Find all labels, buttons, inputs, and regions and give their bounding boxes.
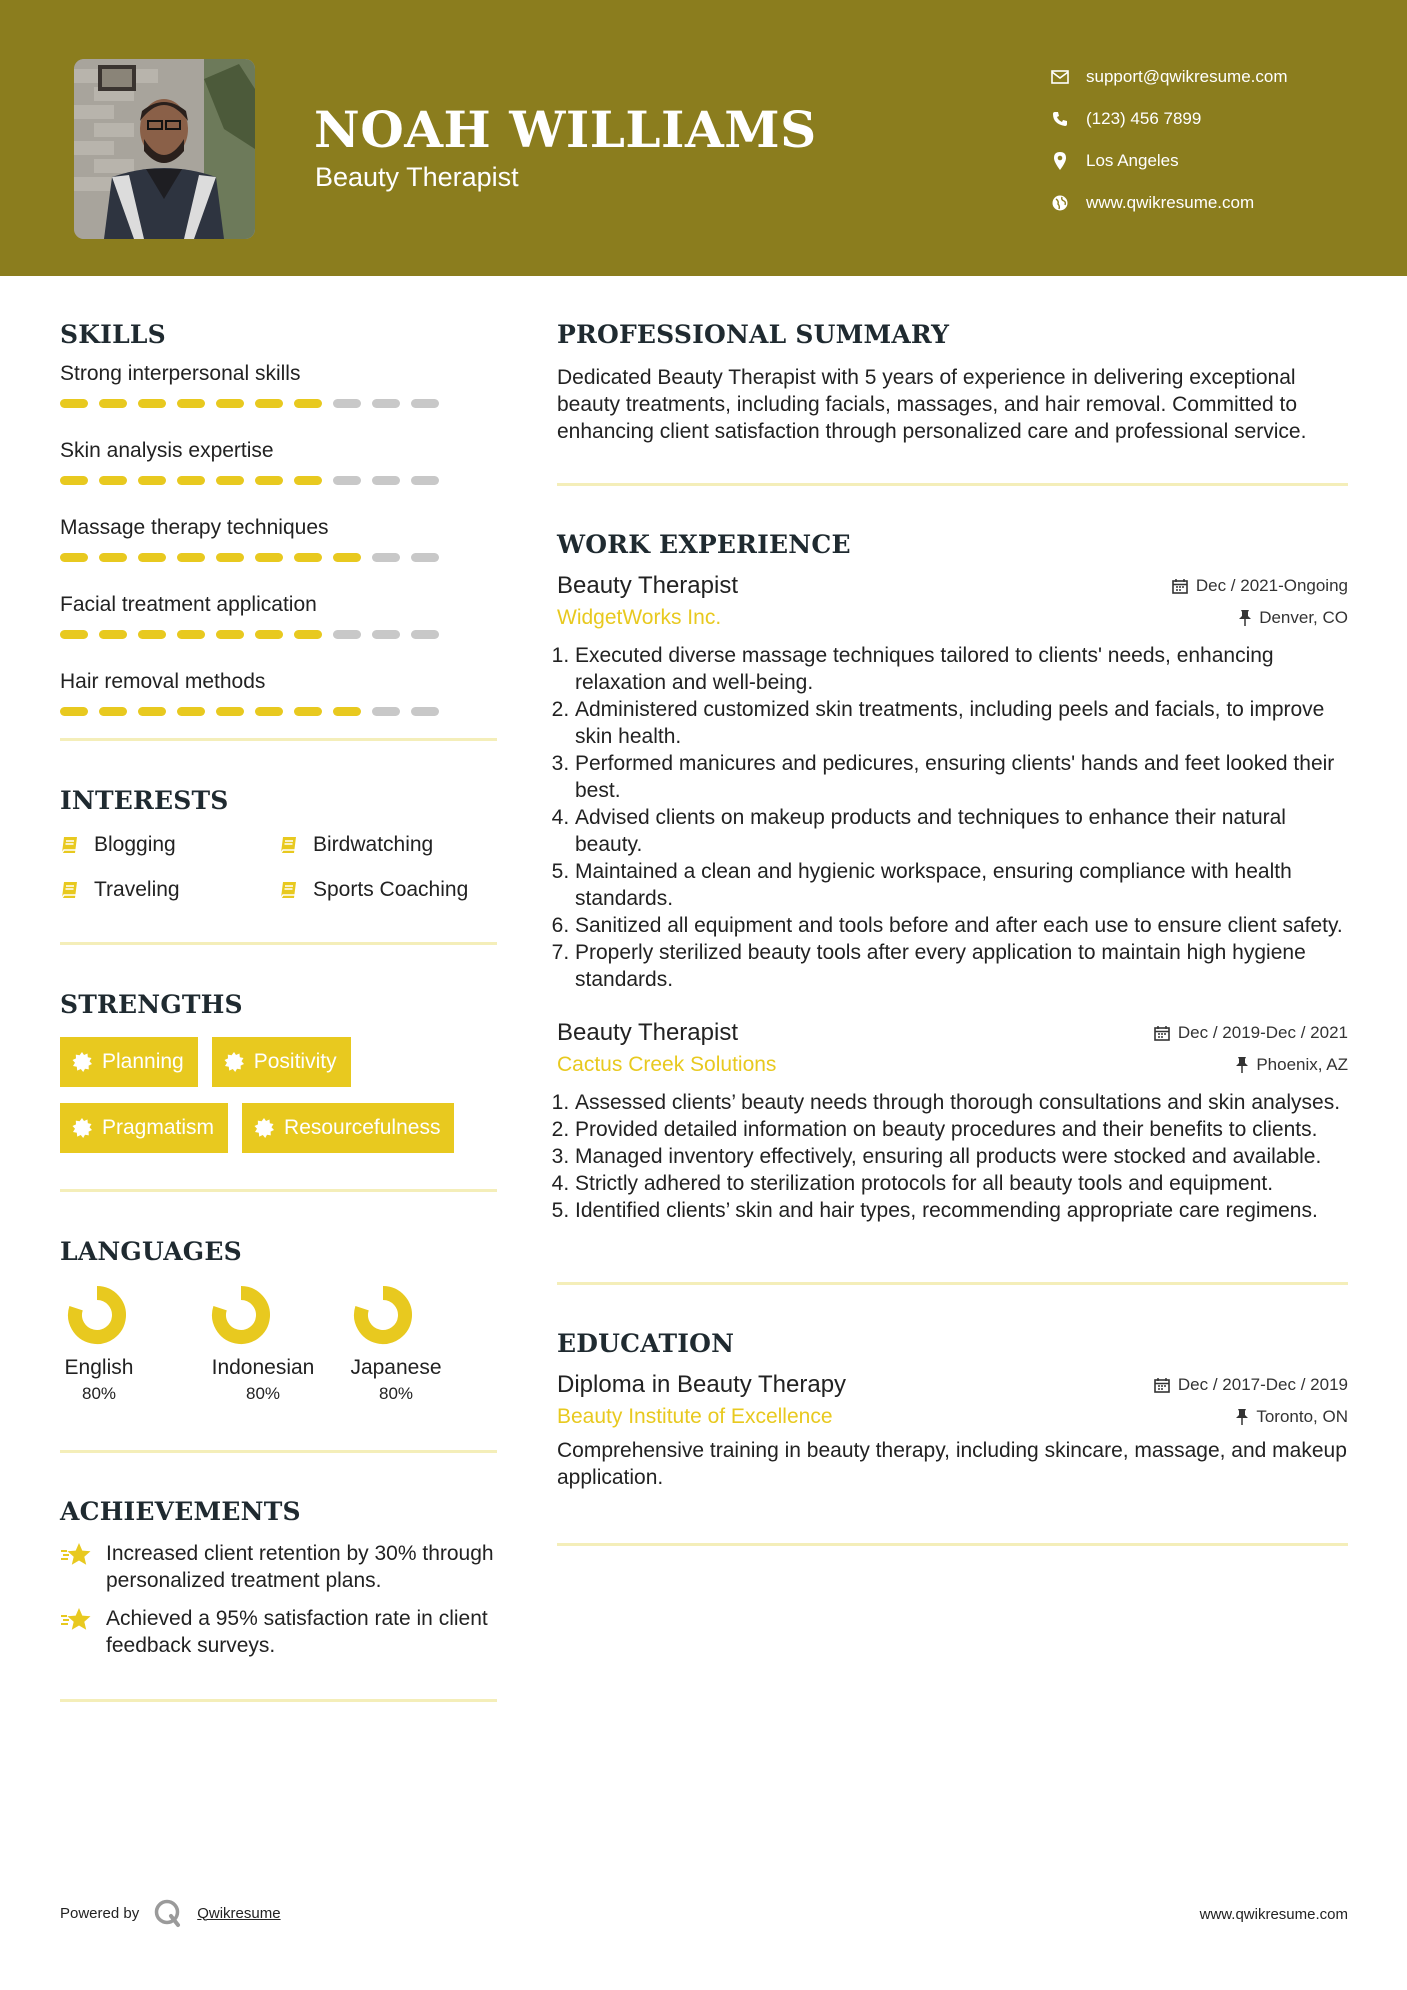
skill-dot-filled	[333, 707, 361, 716]
language-name: Japanese	[350, 1356, 442, 1379]
globe-icon	[1050, 193, 1070, 213]
skill-dot-filled	[294, 630, 322, 639]
skill-dot-filled	[333, 553, 361, 562]
language-percent: 80%	[378, 1384, 414, 1403]
skill-dot-filled	[60, 476, 88, 485]
strength-label: Planning	[102, 1050, 184, 1073]
skill-dot-filled	[138, 707, 166, 716]
skill-dot-filled	[177, 399, 205, 408]
contact-phone-text: (123) 456 7899	[1086, 109, 1202, 128]
pushpin-icon	[1239, 610, 1251, 626]
badge-icon	[72, 1118, 92, 1138]
duty-item: 3. Performed manicures and pedicures, ensuring clients' hands and feet looked their best.	[575, 750, 1348, 804]
achievement-item	[60, 1605, 497, 1659]
interest-label: Blogging	[94, 833, 176, 856]
contact-email-text: support@qwikresume.com	[1086, 67, 1288, 86]
duty-item: 6. Sanitized all equipment and tools before and after each use to ensure client safety.	[575, 912, 1348, 939]
contact-website[interactable]	[1050, 182, 1288, 224]
achievement-item	[60, 1540, 497, 1594]
job-duties	[557, 642, 1348, 993]
skill-dot-empty	[333, 476, 361, 485]
skill-dot-filled	[60, 630, 88, 639]
strength-tag	[60, 1103, 228, 1153]
education-date	[1154, 1375, 1348, 1395]
skill-dot-filled	[99, 399, 127, 408]
job-date-text: Dec / 2021-Ongoing	[1195, 576, 1348, 595]
interest-item	[60, 876, 279, 904]
badge-icon	[254, 1118, 274, 1138]
contact-website-text: www.qwikresume.com	[1086, 193, 1255, 212]
contact-email[interactable]	[1050, 56, 1288, 98]
skill-dot-filled	[216, 707, 244, 716]
interest-item	[279, 831, 479, 859]
education-location-text: Toronto, ON	[1256, 1407, 1348, 1426]
skill-dot-filled	[60, 399, 88, 408]
skills-list	[60, 359, 497, 716]
badge-icon	[224, 1052, 244, 1072]
summary-text: Dedicated Beauty Therapist with 5 years of experience in delivering exceptional beauty treatments, including facials, massages, and hair removal. Committed to enhancing client satisfaction through personalized care and professional service.	[557, 366, 1307, 443]
job-location-text: Denver, CO	[1259, 608, 1348, 627]
skill-dot-empty	[411, 630, 439, 639]
badge-icon	[72, 1052, 92, 1072]
strength-tag	[60, 1037, 198, 1087]
qwikresume-logo-icon	[153, 1898, 183, 1928]
language-percent: 80%	[81, 1384, 117, 1403]
skill-dot-empty	[372, 553, 400, 562]
skill-level-meter	[60, 476, 497, 485]
language-progress-ring	[352, 1284, 414, 1346]
job-company: Cactus Creek Solutions	[557, 1053, 777, 1076]
skill-dot-filled	[255, 707, 283, 716]
duty-item: 5. Maintained a clean and hygienic workspace, ensuring compliance with health standards.	[575, 858, 1348, 912]
languages-section	[60, 1237, 497, 1404]
language-progress-arc	[361, 1293, 405, 1337]
location-pin-icon	[1050, 151, 1070, 171]
strength-label: Pragmatism	[102, 1116, 215, 1139]
duty-item: 1. Executed diverse massage techniques tailored to clients' needs, enhancing relaxation and well-being.	[575, 642, 1348, 696]
interest-label: Sports Coaching	[313, 878, 469, 901]
education-school: Beauty Institute of Excellence	[557, 1405, 833, 1428]
languages-title: LANGUAGES	[60, 1237, 242, 1266]
section-divider	[60, 738, 497, 741]
skill-dot-empty	[411, 476, 439, 485]
summary-section	[557, 320, 1348, 445]
job-entry	[557, 1019, 1348, 1224]
calendar-icon	[1154, 1025, 1170, 1041]
achievement-text: Achieved a 95% satisfaction rate in client feedback surveys.	[106, 1607, 488, 1657]
achievement-text: Increased client retention by 30% through personalized treatment plans.	[106, 1542, 494, 1592]
summary-title: PROFESSIONAL SUMMARY	[557, 320, 950, 349]
job-duties	[557, 1089, 1348, 1224]
skill-dot-filled	[255, 553, 283, 562]
candidate-role: Beauty Therapist	[315, 162, 519, 192]
education-degree: Diploma in Beauty Therapy	[557, 1371, 847, 1398]
job-title: Beauty Therapist	[557, 572, 738, 599]
strengths-list	[60, 1037, 497, 1153]
resume-header	[0, 0, 1407, 276]
section-divider	[557, 1282, 1348, 1285]
duty-item: 3. Managed inventory effectively, ensuring all products were stocked and available.	[575, 1143, 1348, 1170]
skill-dot-filled	[294, 476, 322, 485]
skill-dot-filled	[60, 553, 88, 562]
skill-dot-filled	[60, 707, 88, 716]
achievements-title: ACHIEVEMENTS	[60, 1497, 301, 1526]
section-divider	[60, 1450, 497, 1453]
footer-powered-by	[60, 1898, 281, 1928]
language-progress-ring	[66, 1284, 128, 1346]
section-divider	[60, 1189, 497, 1192]
job-location	[1239, 608, 1348, 628]
interest-item	[60, 831, 279, 859]
contact-list	[1050, 56, 1288, 224]
skill-dot-empty	[411, 553, 439, 562]
job-company: WidgetWorks Inc.	[557, 606, 722, 629]
language-name: English	[64, 1356, 134, 1379]
skill-dot-filled	[138, 553, 166, 562]
interest-label: Traveling	[94, 878, 180, 901]
skill-dot-filled	[216, 476, 244, 485]
language-progress-arc	[219, 1293, 263, 1337]
section-divider	[60, 942, 497, 945]
section-divider	[557, 1543, 1348, 1546]
powered-by-label: Powered by	[60, 1904, 140, 1922]
skill-label: Skin analysis expertise	[60, 439, 274, 462]
skill-dot-filled	[177, 630, 205, 639]
education-title: EDUCATION	[557, 1329, 735, 1358]
skill-label: Strong interpersonal skills	[60, 362, 301, 385]
skill-dot-filled	[294, 553, 322, 562]
job-date	[1172, 576, 1348, 596]
experience-section	[557, 530, 1348, 1224]
skill-dot-empty	[372, 707, 400, 716]
skill-label: Massage therapy techniques	[60, 516, 329, 539]
skill-dot-filled	[177, 553, 205, 562]
job-date	[1154, 1023, 1348, 1043]
languages-list	[60, 1284, 497, 1404]
contact-location	[1050, 140, 1288, 182]
skill-dot-filled	[177, 707, 205, 716]
book-icon	[279, 880, 299, 900]
skills-title: SKILLS	[60, 320, 166, 349]
education-location	[1236, 1407, 1348, 1427]
strengths-section	[60, 990, 497, 1153]
language-progress-arc	[75, 1293, 119, 1337]
job-entry	[557, 572, 1348, 993]
skill-dot-filled	[216, 630, 244, 639]
contact-phone[interactable]	[1050, 98, 1288, 140]
skill-level-meter	[60, 630, 497, 639]
skill-label: Facial treatment application	[60, 593, 317, 616]
skill-dot-filled	[99, 707, 127, 716]
footer-website[interactable]: www.qwikresume.com	[1199, 1906, 1348, 1923]
language-item	[204, 1284, 322, 1404]
skill-dot-empty	[333, 399, 361, 408]
duty-item: 2. Provided detailed information on beauty procedures and their benefits to clients.	[575, 1116, 1348, 1143]
skill-dot-empty	[333, 630, 361, 639]
skill-level-meter	[60, 707, 497, 716]
skill-dot-filled	[255, 630, 283, 639]
strengths-title: STRENGTHS	[60, 990, 243, 1019]
section-divider	[60, 1699, 497, 1702]
envelope-icon	[1050, 67, 1070, 87]
skill-dot-empty	[372, 476, 400, 485]
skill-dot-filled	[99, 476, 127, 485]
education-section	[557, 1329, 1348, 1491]
skill-dot-empty	[411, 707, 439, 716]
skill-dot-filled	[177, 476, 205, 485]
education-description: Comprehensive training in beauty therapy, including skincare, massage, and makeup application.	[557, 1439, 1347, 1489]
book-icon	[60, 835, 80, 855]
language-percent: 80%	[245, 1384, 281, 1403]
strength-tag	[212, 1037, 351, 1087]
skill-dot-filled	[138, 399, 166, 408]
job-title: Beauty Therapist	[557, 1019, 738, 1046]
contact-location-text: Los Angeles	[1086, 151, 1179, 170]
star-icon	[60, 1542, 92, 1568]
skill-label: Hair removal methods	[60, 670, 266, 693]
calendar-icon	[1172, 578, 1188, 594]
duty-item: 5. Identified clients’ skin and hair types, recommending appropriate care regimens.	[575, 1197, 1348, 1224]
interests-title: INTERESTS	[60, 786, 229, 815]
section-divider	[557, 483, 1348, 486]
experience-title: WORK EXPERIENCE	[557, 530, 851, 559]
skill-dot-empty	[411, 399, 439, 408]
book-icon	[60, 880, 80, 900]
strength-label: Positivity	[253, 1050, 337, 1073]
skill-dot-filled	[294, 399, 322, 408]
skill-dot-filled	[255, 399, 283, 408]
right-column	[557, 320, 1348, 1546]
skill-dot-filled	[255, 476, 283, 485]
skill-dot-filled	[99, 553, 127, 562]
job-location-text: Phoenix, AZ	[1256, 1055, 1348, 1074]
brand-link[interactable]: Qwikresume	[197, 1904, 281, 1922]
duty-item: 4. Advised clients on makeup products and techniques to enhance their natural beauty.	[575, 804, 1348, 858]
skills-section	[60, 320, 497, 716]
education-date-text: Dec / 2017-Dec / 2019	[1177, 1375, 1348, 1394]
interest-item	[279, 876, 479, 904]
profile-photo	[74, 59, 255, 239]
language-item	[346, 1284, 446, 1404]
candidate-name: NOAH WILLIAMS	[314, 100, 817, 159]
duty-item: 1. Assessed clients’ beauty needs through thorough consultations and skin analyses.	[575, 1089, 1348, 1116]
strength-tag	[242, 1103, 454, 1153]
book-icon	[279, 835, 299, 855]
skill-level-meter	[60, 399, 497, 408]
skill-level-meter	[60, 553, 497, 562]
skill-dot-filled	[138, 630, 166, 639]
job-date-text: Dec / 2019-Dec / 2021	[1177, 1023, 1348, 1042]
duty-item: 7. Properly sterilized beauty tools after every application to maintain high hygiene standards.	[575, 939, 1348, 993]
skill-dot-filled	[138, 476, 166, 485]
duty-item: 4. Strictly adhered to sterilization protocols for all beauty tools and equipment.	[575, 1170, 1348, 1197]
skill-dot-empty	[372, 630, 400, 639]
language-item	[60, 1284, 138, 1404]
skill-dot-empty	[372, 399, 400, 408]
skill-dot-filled	[216, 399, 244, 408]
interests-list	[60, 831, 497, 904]
skill-dot-filled	[294, 707, 322, 716]
star-icon	[60, 1607, 92, 1633]
pushpin-icon	[1236, 1409, 1248, 1425]
strength-label: Resourcefulness	[284, 1116, 441, 1139]
skill-dot-filled	[99, 630, 127, 639]
interests-section	[60, 786, 497, 904]
calendar-icon	[1154, 1377, 1170, 1393]
language-progress-ring	[210, 1284, 272, 1346]
left-column	[60, 320, 497, 1702]
duty-item: 2. Administered customized skin treatments, including peels and facials, to improve skin health.	[575, 696, 1348, 750]
pushpin-icon	[1236, 1057, 1248, 1073]
job-location	[1236, 1055, 1348, 1075]
interest-label: Birdwatching	[313, 833, 434, 856]
phone-icon	[1050, 109, 1070, 129]
skill-dot-filled	[216, 553, 244, 562]
language-name: Indonesian	[211, 1356, 315, 1379]
achievements-section	[60, 1497, 497, 1659]
